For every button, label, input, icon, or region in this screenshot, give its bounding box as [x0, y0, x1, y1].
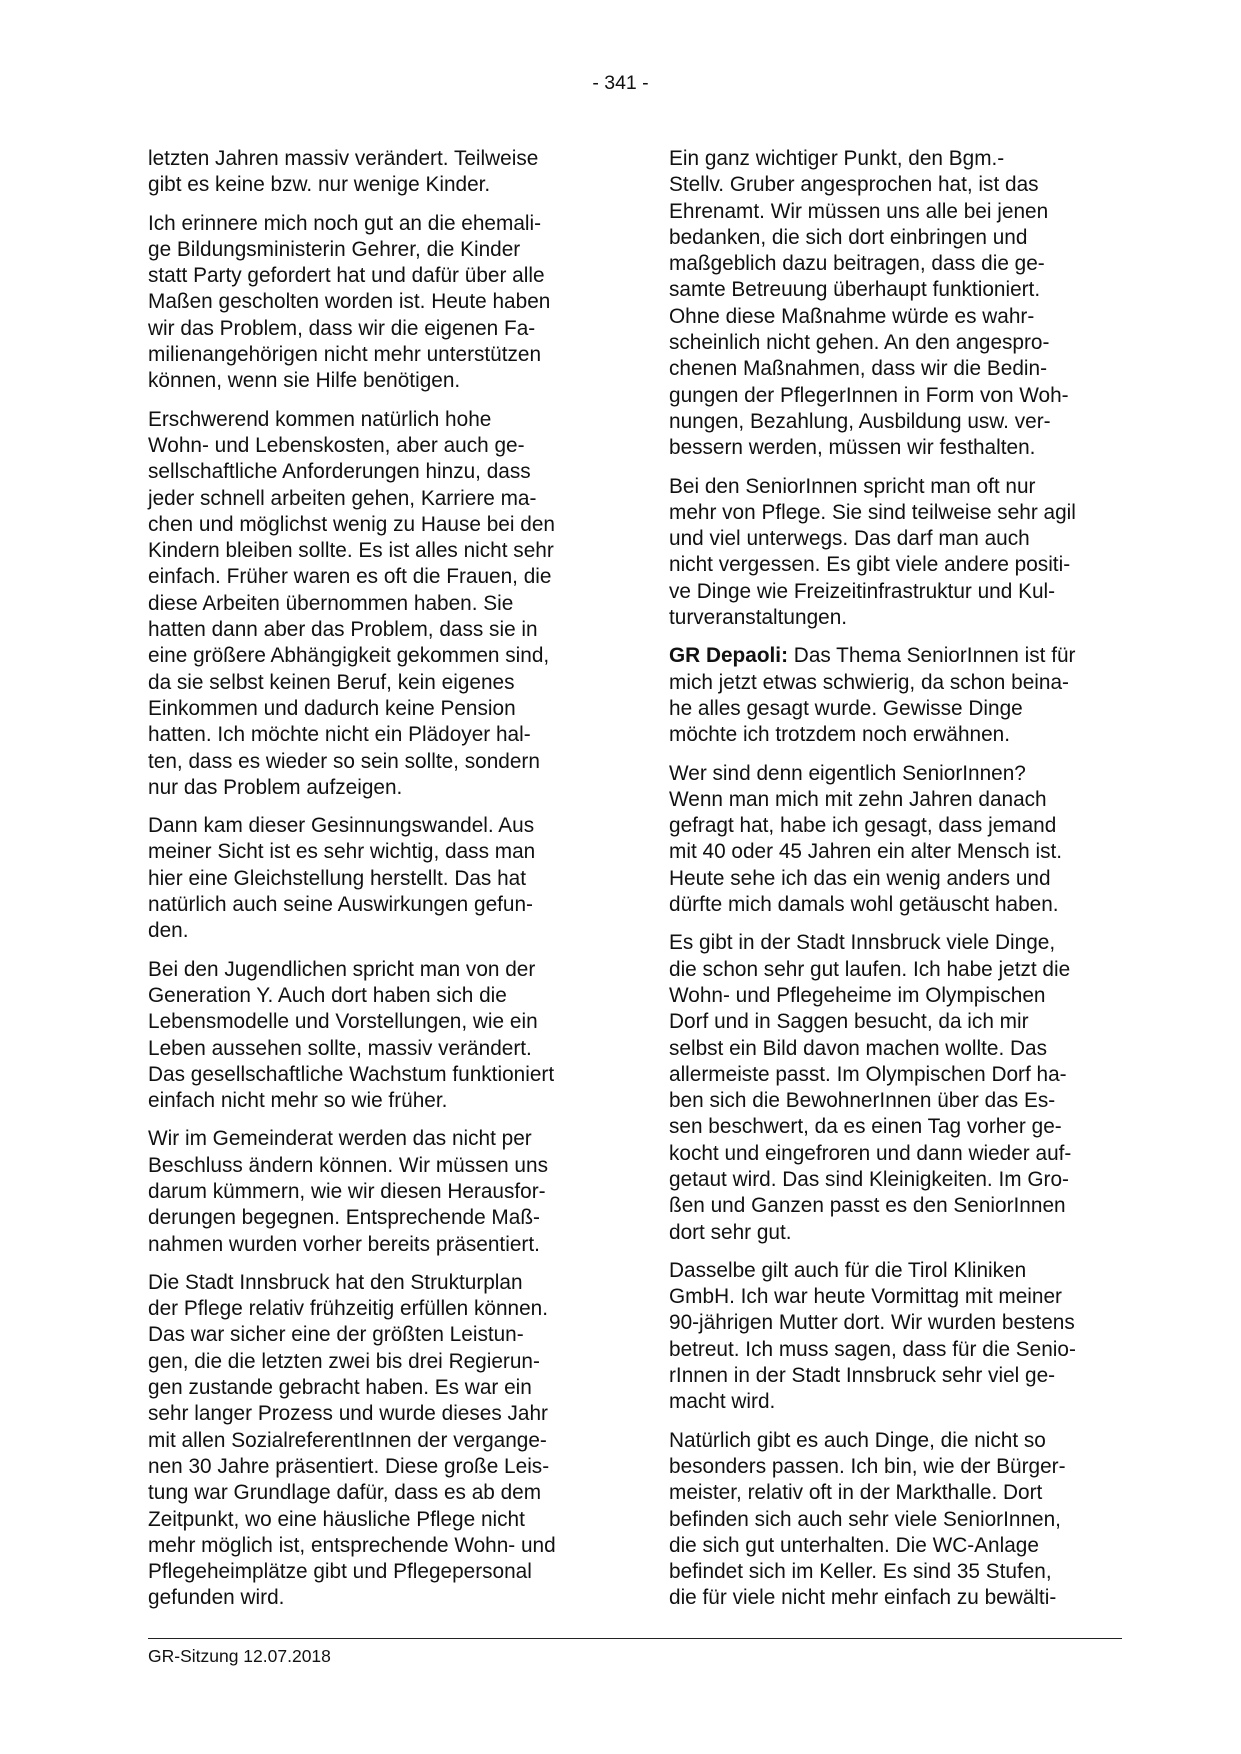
text-line: wir das Problem, dass wir die eigenen Fa-: [148, 316, 536, 340]
paragraph: [148, 211, 592, 395]
text-line: Ohne diese Maßnahme würde es wahr-: [669, 304, 1035, 328]
left-column: [148, 146, 592, 1624]
text-line: Wohn- und Pflegeheime im Olympischen: [669, 983, 1046, 1007]
text-line: Ich erinnere mich noch gut an die ehemali-: [148, 211, 542, 235]
text-line: nicht vergessen. Es gibt viele andere positi-: [669, 553, 1071, 577]
text-line: he alles gesagt wurde. Gewisse Dinge: [669, 696, 1023, 720]
text-line: nur das Problem aufzeigen.: [148, 775, 403, 799]
text-line: Wer sind denn eigentlich SeniorInnen?: [669, 761, 1026, 785]
text-line: Bei den Jugendlichen spricht man von der: [148, 957, 536, 981]
text-line: jeder schnell arbeiten gehen, Karriere ma-: [148, 486, 537, 510]
text-line: bedanken, die sich dort einbringen und: [669, 225, 1028, 249]
text-line: sehr langer Prozess und wurde dieses Jahr: [148, 1402, 548, 1426]
text-line: gen, die die letzten zwei bis drei Regierun-: [148, 1349, 540, 1373]
page-number: - 341 -: [592, 72, 649, 94]
text-line: die für viele nicht mehr einfach zu bewälti-: [669, 1586, 1057, 1610]
text-line: [669, 643, 1120, 669]
paragraph: [669, 146, 1120, 462]
text-line: GmbH. Ich war heute Vormittag mit meiner: [669, 1285, 1062, 1309]
paragraph: [669, 761, 1120, 919]
paragraph: [148, 813, 592, 944]
text-line: mit 40 oder 45 Jahren ein alter Mensch ist.: [669, 840, 1063, 864]
paragraph: [148, 407, 592, 801]
text-line: ve Dinge wie Freizeitinfrastruktur und Kul-: [669, 579, 1056, 603]
paragraph: [148, 1126, 592, 1257]
text-line: Es gibt in der Stadt Innsbruck viele Dinge,: [669, 931, 1056, 955]
footer-session-date: GR-Sitzung 12.07.2018: [148, 1646, 331, 1666]
paragraph: [669, 930, 1120, 1246]
text-line: milienangehörigen nicht mehr unterstützen: [148, 343, 542, 367]
text-line: samte Betreuung überhaupt funktioniert.: [669, 278, 1041, 302]
footer-divider: [148, 1638, 1122, 1639]
text-line: Beschluss ändern können. Wir müssen uns: [148, 1153, 548, 1177]
text-line: chen und möglichst wenig zu Hause bei den: [148, 512, 555, 536]
text-line: Das gesellschaftliche Wachstum funktioniert: [148, 1062, 555, 1086]
text-line: tung war Grundlage dafür, dass es ab dem: [148, 1481, 542, 1505]
text-line: Kindern bleiben sollte. Es ist alles nicht sehr: [148, 539, 554, 563]
text-line: ßen und Ganzen passt es den SeniorInnen: [669, 1194, 1066, 1218]
paragraph: [669, 1258, 1120, 1416]
text-line: scheinlich nicht gehen. An den angespro-: [669, 331, 1050, 355]
text-line: und viel unterwegs. Das darf man auch: [669, 527, 1030, 551]
text-line: möchte ich trotzdem noch erwähnen.: [669, 723, 1011, 747]
text-line: Dorf und in Saggen besucht, da ich mir: [669, 1010, 1029, 1034]
paragraph: [148, 1270, 592, 1612]
text-line: gibt es keine bzw. nur wenige Kinder.: [148, 173, 491, 197]
text-line: gefunden wird.: [148, 1586, 285, 1610]
text-line: dürfte mich damals wohl getäuscht haben.: [669, 893, 1059, 917]
text-line: turveranstaltungen.: [669, 606, 848, 630]
text-line: Heute sehe ich das ein wenig anders und: [669, 866, 1051, 890]
text-line: meiner Sicht ist es sehr wichtig, dass man: [148, 840, 536, 864]
speaker-name: GR Depaoli:: [669, 644, 789, 668]
text-line: hatten dann aber das Problem, dass sie in: [148, 618, 538, 642]
text-line: besonders passen. Ich bin, wie der Bürger-: [669, 1454, 1066, 1478]
text-line: gungen der PflegerInnen in Form von Woh-: [669, 383, 1069, 407]
text-line: macht wird.: [669, 1390, 776, 1414]
text-line: selbst ein Bild davon machen wollte. Das: [669, 1036, 1048, 1060]
text-line: Erschwerend kommen natürlich hohe: [148, 407, 492, 431]
text-line: eine größere Abhängigkeit gekommen sind,: [148, 644, 550, 668]
text-line: sellschaftliche Anforderungen hinzu, dass: [148, 460, 531, 484]
text-line: gen zustande gebracht haben. Es war ein: [148, 1376, 532, 1400]
text-line: meister, relativ oft in der Markthalle. Dort: [669, 1481, 1043, 1505]
text-line: dort sehr gut.: [669, 1220, 792, 1244]
text-line: mehr möglich ist, entsprechende Wohn- und: [148, 1533, 556, 1557]
text-line: nahmen wurden vorher bereits präsentiert.: [148, 1232, 540, 1256]
text-line: da sie selbst keinen Beruf, kein eigenes: [148, 670, 515, 694]
text-line: den.: [148, 919, 189, 943]
text-line: statt Party gefordert hat und dafür über alle: [148, 264, 545, 288]
text-line: Wohn- und Lebenskosten, aber auch ge-: [148, 433, 525, 457]
paragraph: [669, 643, 1120, 748]
text-line: 90-jährigen Mutter dort. Wir wurden bestens: [669, 1311, 1075, 1335]
text-line: getaut wird. Das sind Kleinigkeiten. Im Gro-: [669, 1167, 1069, 1191]
text-line: Natürlich gibt es auch Dinge, die nicht so: [669, 1428, 1046, 1452]
text-line: mit allen SozialreferentInnen der vergange-: [148, 1428, 547, 1452]
right-column: [669, 146, 1120, 1624]
text-line: Das war sicher eine der größten Leistun-: [148, 1323, 524, 1347]
text-line: die schon sehr gut laufen. Ich habe jetzt die: [669, 957, 1071, 981]
text-line: ge Bildungsministerin Gehrer, die Kinder: [148, 237, 521, 261]
text-line: Lebensmodelle und Vorstellungen, wie ein: [148, 1010, 538, 1034]
speaker-statement: Das Thema SeniorInnen ist für: [788, 644, 1076, 668]
text-line: ten, dass es wieder so sein sollte, sondern: [148, 749, 540, 773]
paragraph: [148, 146, 592, 199]
text-line: hatten. Ich möchte nicht ein Plädoyer hal-: [148, 723, 531, 747]
text-line: Zeitpunkt, wo eine häusliche Pflege nicht: [148, 1507, 525, 1531]
text-line: chenen Maßnahmen, dass wir die Bedin-: [669, 357, 1048, 381]
text-line: können, wenn sie Hilfe benötigen.: [148, 369, 461, 393]
text-line: Wenn man mich mit zehn Jahren danach: [669, 787, 1047, 811]
text-line: ben sich die BewohnerInnen über das Es-: [669, 1089, 1056, 1113]
text-line: befindet sich im Keller. Es sind 35 Stufen,: [669, 1560, 1052, 1584]
text-line: die sich gut unterhalten. Die WC-Anlage: [669, 1533, 1039, 1557]
text-line: Bei den SeniorInnen spricht man oft nur: [669, 474, 1036, 498]
text-line: mich jetzt etwas schwierig, da schon beina-: [669, 670, 1069, 694]
paragraph: [669, 1428, 1120, 1612]
text-line: der Pflege relativ frühzeitig erfüllen können.: [148, 1297, 548, 1321]
text-line: nen 30 Jahre präsentiert. Diese große Leis-: [148, 1454, 550, 1478]
text-line: Generation Y. Auch dort haben sich die: [148, 983, 507, 1007]
text-line: Einkommen und dadurch keine Pension: [148, 696, 516, 720]
text-line: Stellv. Gruber angesprochen hat, ist das: [669, 173, 1039, 197]
text-line: nungen, Bezahlung, Ausbildung usw. ver-: [669, 409, 1051, 433]
text-line: darum kümmern, wie wir diesen Herausfor-: [148, 1179, 546, 1203]
text-line: Dasselbe gilt auch für die Tirol Kliniken: [669, 1258, 1027, 1282]
text-line: hier eine Gleichstellung herstellt. Das hat: [148, 866, 527, 890]
text-line: gefragt hat, habe ich gesagt, dass jemand: [669, 814, 1057, 838]
text-line: befinden sich auch sehr viele SeniorInnen,: [669, 1507, 1061, 1531]
text-line: bessern werden, müssen wir festhalten.: [669, 436, 1036, 460]
text-line: mehr von Pflege. Sie sind teilweise sehr agil: [669, 500, 1076, 524]
text-line: einfach nicht mehr so wie früher.: [148, 1089, 448, 1113]
text-line: Ehrenamt. Wir müssen uns alle bei jenen: [669, 199, 1049, 223]
text-line: letzten Jahren massiv verändert. Teilweise: [148, 147, 539, 170]
text-line: diese Arbeiten übernommen haben. Sie: [148, 591, 514, 615]
text-line: Pflegeheimplätze gibt und Pflegepersonal: [148, 1560, 532, 1584]
text-line: Die Stadt Innsbruck hat den Strukturplan: [148, 1270, 523, 1294]
text-line: maßgeblich dazu beitragen, dass die ge-: [669, 252, 1045, 276]
text-line: Wir im Gemeinderat werden das nicht per: [148, 1127, 532, 1151]
text-line: sen beschwert, da es einen Tag vorher ge-: [669, 1115, 1062, 1139]
text-line: natürlich auch seine Auswirkungen gefun-: [148, 893, 533, 917]
text-line: rInnen in der Stadt Innsbruck sehr viel ge-: [669, 1364, 1056, 1388]
text-line: kocht und eingefroren und dann wieder auf-: [669, 1141, 1072, 1165]
text-line: Dann kam dieser Gesinnungswandel. Aus: [148, 814, 535, 838]
text-line: Leben aussehen sollte, massiv verändert.: [148, 1036, 532, 1060]
paragraph: [669, 474, 1120, 632]
text-line: einfach. Früher waren es oft die Frauen, die: [148, 565, 552, 589]
paragraph: [148, 957, 592, 1115]
text-line: derungen begegnen. Entsprechende Maß-: [148, 1206, 540, 1230]
text-line: Maßen gescholten worden ist. Heute haben: [148, 290, 551, 314]
text-line: allermeiste passt. Im Olympischen Dorf ha-: [669, 1062, 1067, 1086]
text-line: betreut. Ich muss sagen, dass für die Senio-: [669, 1337, 1076, 1361]
text-line: Ein ganz wichtiger Punkt, den Bgm.-: [669, 147, 1005, 170]
